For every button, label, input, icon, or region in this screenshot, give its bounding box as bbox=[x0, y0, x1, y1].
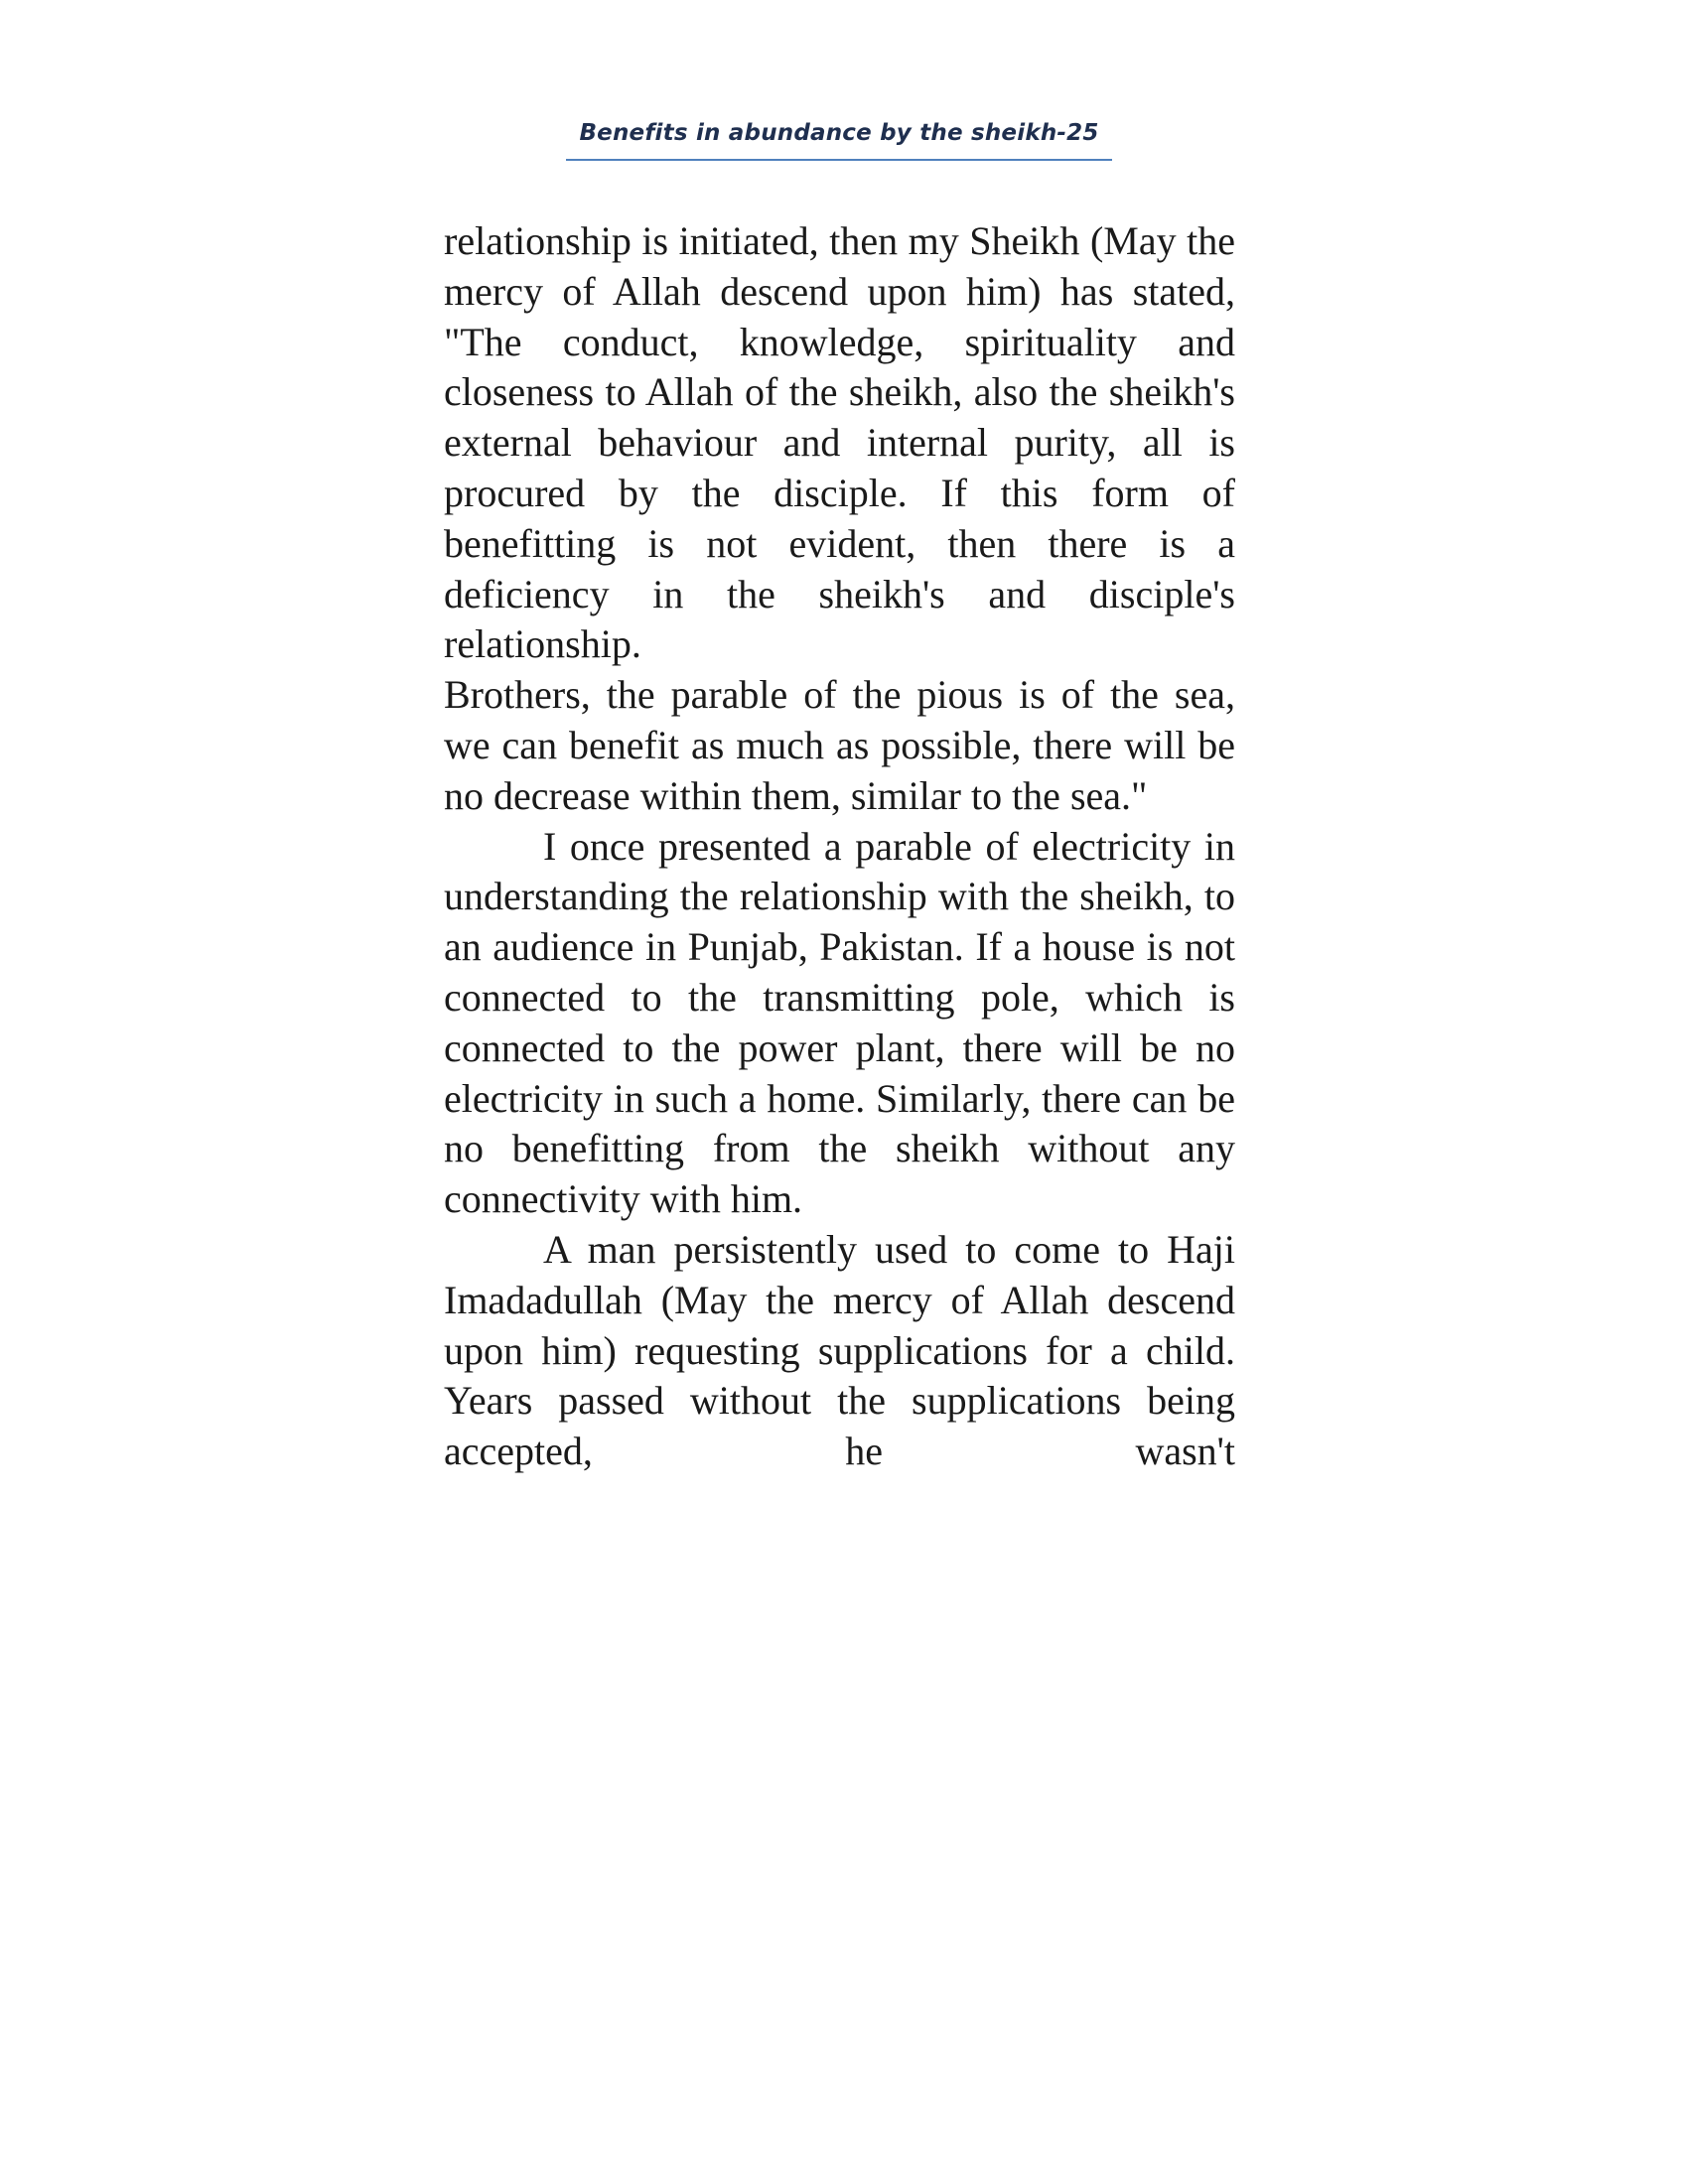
paragraph-1: relationship is initiated, then my Sheikh (May the mercy of Allah descend upon him) has stated, "The conduct, knowledge, spirituality and closeness to Allah of the sheikh, also the sheikh's external behaviour and internal purity, all is procured by the disciple. If this form of benefitting is not evident, then there is a deficiency in the sheikh's and disciple's relationship. bbox=[444, 218, 1235, 667]
paragraph-2: Brothers, the parable of the pious is of the sea, we can benefit as much as possible, there will be no decrease within them, similar to the sea." bbox=[444, 672, 1235, 818]
paragraph-3: I once presented a parable of electricity in understanding the relationship with the sheikh, to an audience in Punjab, Pakistan. If a house is not connected to the transmitting pole, which is connected to the power plant, there will be no electricity in such a home. Similarly, there can be no benefitting from the sheikh without any connectivity with him. bbox=[444, 823, 1235, 1222]
header-divider bbox=[566, 159, 1112, 161]
running-header bbox=[566, 117, 1112, 161]
page-body bbox=[444, 216, 1235, 1477]
paragraph-4: A man persistently used to come to Haji Imadadullah (May the mercy of Allah descend upon him) requesting supplications for a child. Years passed without the supplications being accepted, he wasn't bbox=[444, 1226, 1235, 1474]
header-title: Benefits in abundance by the sheikh-25 bbox=[579, 120, 1099, 146]
